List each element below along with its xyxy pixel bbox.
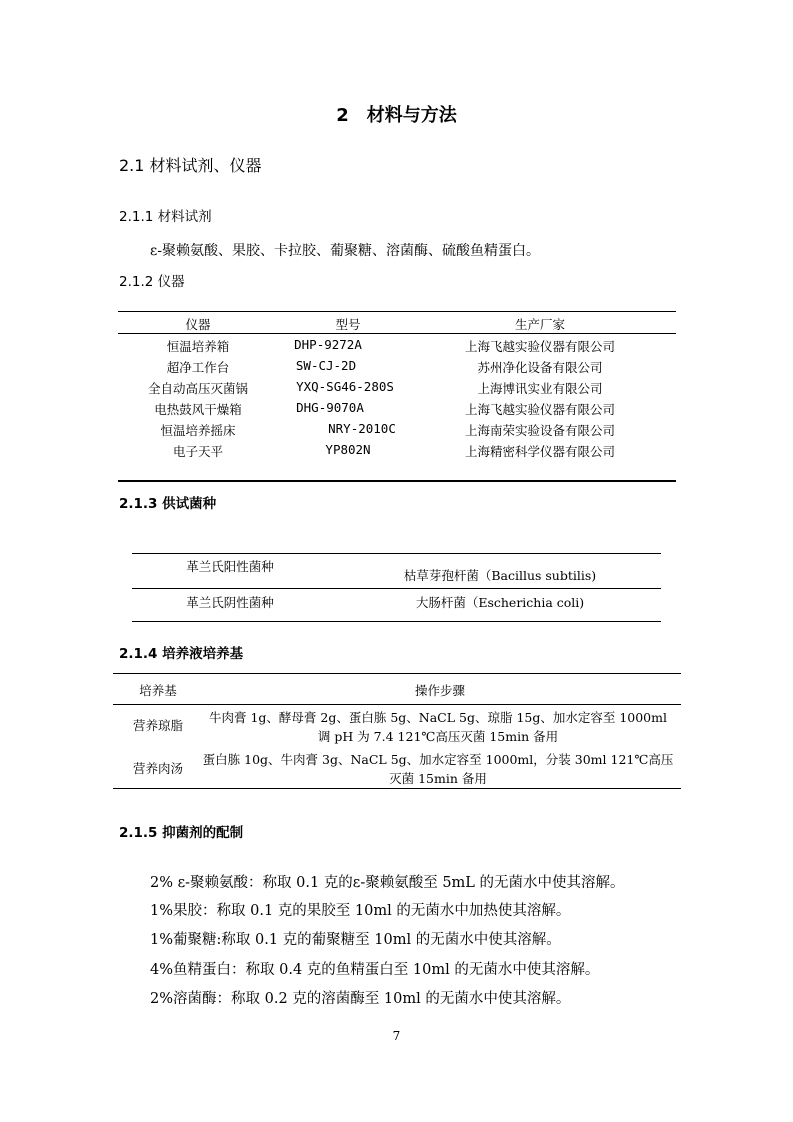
table-cell: 枯草芽孢杆菌（Bacillus subtilis) (403, 568, 597, 583)
table-cell: 超净工作台 (166, 360, 230, 375)
table-cell: 上海博讯实业有限公司 (477, 381, 603, 396)
section-heading-2-1-3-text: 2.1.3 供试菌种 (119, 496, 217, 512)
prep-line: 2% ε-聚赖氨酸：称取 0.1 克的ε-聚赖氨酸至 5mL 的无菌水中使其溶解。 (150, 875, 625, 891)
prep-line: 2%溶菌酶：称取 0.2 克的溶菌酶至 10ml 的无菌水中使其溶解。 (150, 991, 571, 1007)
table-cell: 营养肉汤 (132, 761, 183, 776)
section-heading-2-1: 2.1 材料试剂、仪器 (119, 156, 262, 175)
table-header-rule (113, 704, 681, 705)
table-cell: 牛肉膏 1g、酵母膏 2g、蛋白胨 5g、NaCL 5g、琼脂 15g、加水定容至 1000ml (209, 710, 667, 725)
table-bottom-rule (113, 788, 681, 789)
prep-line: 1%葡聚糖:称取 0.1 克的葡聚糖至 10ml 的无菌水中使其溶解。 (150, 932, 561, 948)
table-top-rule (113, 673, 681, 674)
table-cell: 上海飞越实验仪器有限公司 (464, 339, 615, 354)
prep-line: 1%果胶：称取 0.1 克的果胶至 10ml 的无菌水中加热使其溶解。 (150, 903, 571, 919)
section-heading-2-1-4-text: 2.1.4 培养液培养基 (119, 646, 244, 662)
table-top-rule (132, 553, 661, 554)
table-cell: 调 pH 为 7.4 121℃高压灭菌 15min 备用 (317, 729, 559, 744)
reagents-text: ε-聚赖氨酸、果胶、卡拉胶、葡聚糖、溶菌酶、硫酸鱼精蛋白。 (150, 243, 540, 259)
table-cell: DHP-9272A (294, 337, 362, 352)
section-heading-2-1-3 (119, 492, 216, 512)
table-cell: 革兰氏阳性菌种 (186, 559, 274, 574)
table-cell: 电热鼓风干燥箱 (154, 402, 242, 417)
header-cell-medium: 培养基 (139, 683, 177, 698)
table-cell: SW-CJ-2D (295, 358, 357, 373)
table-bottom-rule (118, 480, 676, 482)
page-number: 7 (392, 1029, 401, 1043)
prep-line: 4%鱼精蛋白：称取 0.4 克的鱼精蛋白至 10ml 的无菌水中使其溶解。 (150, 962, 600, 978)
table-cell: 恒温培养摇床 (160, 423, 236, 438)
section-heading-2-1-5 (119, 821, 243, 841)
table-cell: YP802N (325, 442, 371, 457)
table-cell: 营养琼脂 (132, 718, 183, 733)
section-heading-2-1-2: 2.1.2 仪器 (119, 274, 185, 290)
table-cell: 上海精密科学仪器有限公司 (464, 444, 615, 459)
section-heading-2-1-4 (119, 642, 243, 662)
table-cell: NRY-2010C (328, 421, 396, 436)
table-cell: YXQ-SG46-280S (296, 379, 394, 394)
section-heading-2-1-1: 2.1.1 材料试剂 (119, 209, 212, 225)
table-cell: DHG-9070A (296, 400, 364, 415)
header-cell-instrument: 仪器 (185, 317, 211, 332)
table-middle-rule (132, 588, 661, 589)
table-cell: 蛋白胨 10g、牛肉膏 3g、NaCL 5g、加水定容至 1000ml，分装 30ml 121℃高压 (202, 752, 674, 767)
table-cell: 全自动高压灭菌锅 (147, 381, 248, 396)
table-cell: 革兰氏阴性菌种 (186, 595, 274, 610)
table-bottom-rule (132, 621, 661, 622)
header-cell-procedure: 操作步骤 (414, 683, 465, 698)
table-cell: 电子天平 (172, 444, 223, 459)
table-cell: 上海南荣实验设备有限公司 (464, 423, 615, 438)
table-cell: 苏州净化设备有限公司 (477, 360, 603, 375)
table-cell: 上海飞越实验仪器有限公司 (464, 402, 615, 417)
chapter-title: 2 材料与方法 (336, 105, 457, 126)
header-cell-model: 型号 (335, 317, 361, 332)
table-cell: 灭菌 15min 备用 (389, 771, 487, 786)
table-top-rule (118, 311, 676, 312)
section-heading-2-1-5-text: 2.1.5 抑菌剂的配制 (119, 825, 244, 841)
table-cell: 恒温培养箱 (166, 339, 230, 354)
table-header-rule (118, 333, 676, 334)
table-cell: 大肠杆菌（Escherichia coli) (415, 595, 585, 610)
header-cell-manufacturer: 生产厂家 (514, 317, 565, 332)
